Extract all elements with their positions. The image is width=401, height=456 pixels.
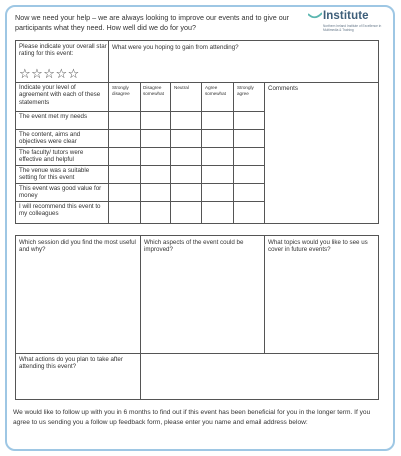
star-rating-label: Please indicate your overall star rating for this event: xyxy=(19,43,107,58)
col-neutral: Neutral xyxy=(174,85,189,90)
table-gridline xyxy=(15,82,379,83)
statement-row: I will recommend this event to my colleagues xyxy=(19,203,101,218)
improvements-field[interactable] xyxy=(141,257,264,353)
future-topics-question: What topics would you like to see us cover in future events? xyxy=(268,239,368,254)
swoosh-icon xyxy=(308,12,322,20)
statement-row: The venue was a suitable setting for this event xyxy=(19,167,90,182)
col-disagree-somewhat: Disagree somewhat xyxy=(143,85,164,96)
star-rating-input[interactable]: ☆☆☆☆☆ xyxy=(19,67,80,82)
col-strongly-disagree: Strongly disagree xyxy=(112,85,130,96)
comments-field[interactable] xyxy=(265,93,378,223)
open-questions-table xyxy=(15,235,379,400)
table-gridline xyxy=(140,82,141,224)
future-topics-field[interactable] xyxy=(265,257,378,353)
col-strongly-agree: Strongly agree xyxy=(237,85,254,96)
statement-row: The event met my needs xyxy=(19,113,88,120)
col-agree-somewhat: Agree somewhat xyxy=(205,85,226,96)
agreement-table xyxy=(15,40,379,224)
table-gridline xyxy=(15,40,379,41)
table-gridline xyxy=(15,399,379,400)
actions-question: What actions do you plan to take after attending this event? xyxy=(19,356,123,371)
useful-session-question: Which session did you find the most useful and why? xyxy=(19,239,136,254)
gain-answer-field[interactable] xyxy=(109,54,378,82)
gain-question-label: What were you hoping to gain from attending? xyxy=(112,44,239,51)
actions-field[interactable] xyxy=(141,354,378,399)
table-gridline xyxy=(15,223,379,224)
statement-row: This event was good value for money xyxy=(19,185,102,200)
intro-text: Now we need your help – we are always looking to improve our events and to give our participants what they need. How well did we do for you? xyxy=(15,13,290,32)
table-gridline xyxy=(15,40,16,224)
logo-name: Institute xyxy=(323,10,369,22)
institute-logo xyxy=(308,10,388,44)
table-gridline xyxy=(233,82,234,224)
table-gridline xyxy=(15,235,379,236)
table-gridline xyxy=(378,235,379,400)
useful-session-field[interactable] xyxy=(16,257,140,353)
table-gridline xyxy=(378,40,379,224)
statement-row: The faculty/ tutors were effective and helpful xyxy=(19,149,84,164)
table-gridline xyxy=(201,82,202,224)
comments-header: Comments xyxy=(268,85,298,92)
logo-subtitle: Northern Ireland Institute of Excellence in Multimedia & Training xyxy=(323,24,382,32)
follow-up-text: We would like to follow up with you in 6 months to find out if this event has been beneficial for you in the longer term. If you agree to us sending you a follow up feedback form, please enter you name and email address below: xyxy=(13,409,371,426)
table-gridline xyxy=(170,82,171,224)
improvements-question: Which aspects of the event could be improved? xyxy=(144,239,244,254)
statement-row: The content, aims and objectives were clear xyxy=(19,131,81,146)
agreement-label: Indicate your level of agreement with each of these statements xyxy=(19,84,101,106)
